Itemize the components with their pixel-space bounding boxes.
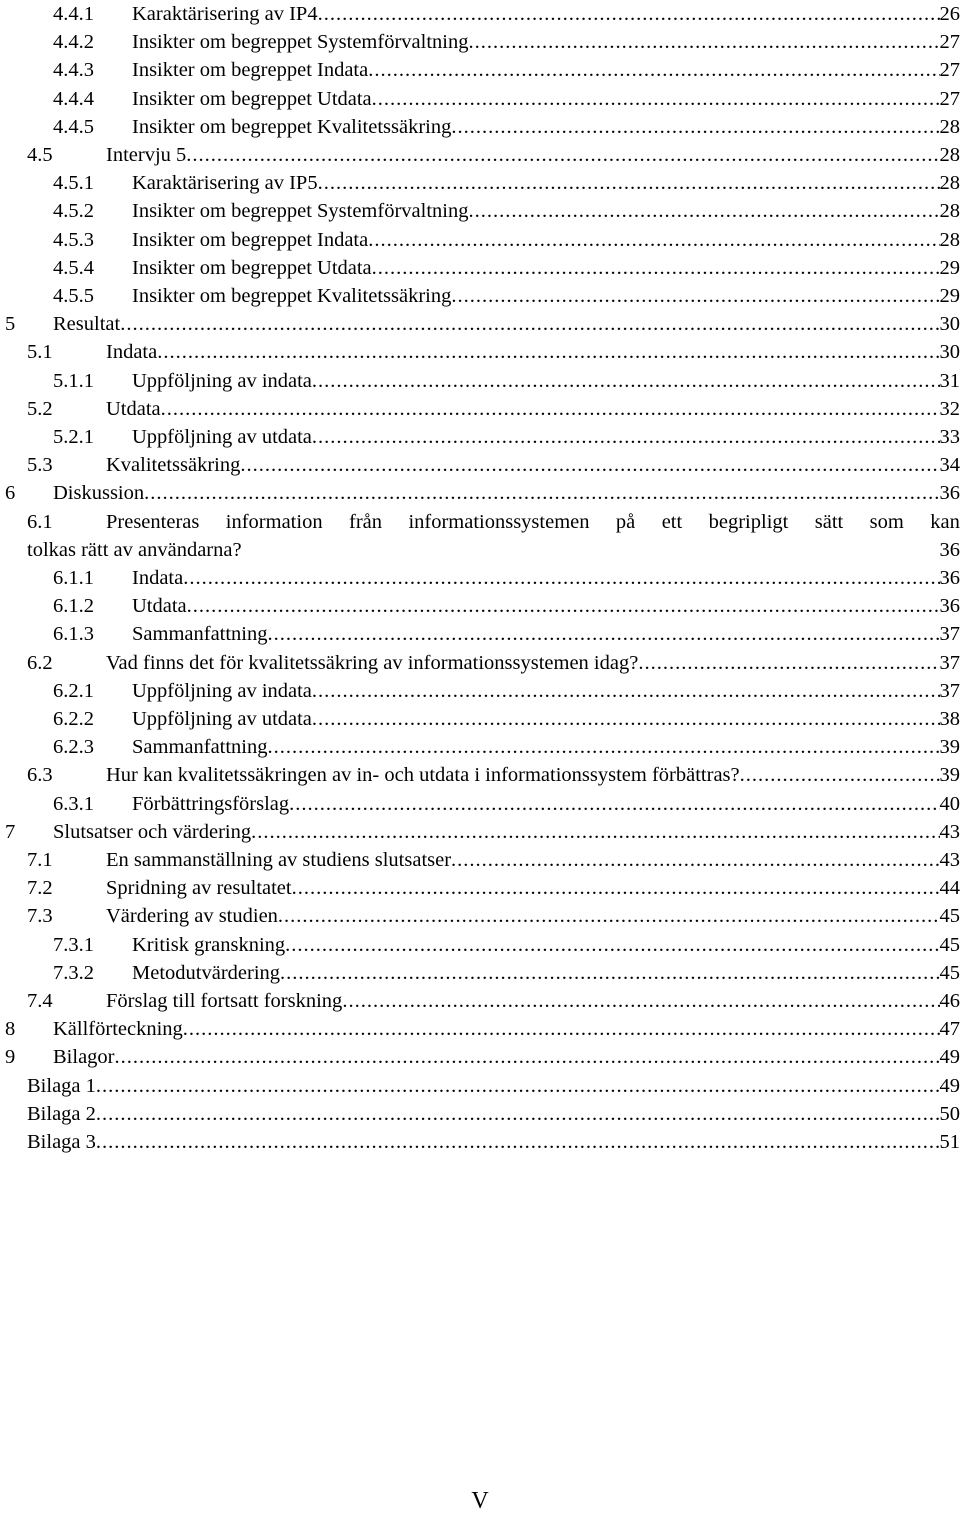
toc-entry-title: Källförteckning bbox=[53, 1015, 183, 1043]
toc-entry-title-word: sätt bbox=[815, 508, 843, 536]
toc-entry-title: Bilaga 1 bbox=[27, 1072, 96, 1100]
toc-entry-page: 39 bbox=[940, 761, 960, 789]
dot-leader bbox=[186, 141, 939, 169]
toc-entry-title: Indata bbox=[132, 564, 183, 592]
toc-entry-page: 47 bbox=[940, 1015, 960, 1043]
toc-entry-number: 4.5 bbox=[27, 141, 53, 169]
toc-entry-title: Insikter om begreppet Kvalitetssäkring bbox=[132, 282, 451, 310]
toc-entry-title: Uppföljning av indata bbox=[132, 677, 312, 705]
toc-entry-title: Karaktärisering av IP4 bbox=[132, 0, 318, 28]
dot-leader bbox=[372, 85, 940, 113]
toc-entry-title: Vad finns det för kvalitetssäkring av informationssystemen idag? bbox=[106, 649, 638, 677]
toc-entry[interactable] bbox=[0, 0, 960, 28]
toc-entry-page: 36 bbox=[940, 564, 960, 592]
toc-entry[interactable] bbox=[0, 931, 960, 959]
toc-entry[interactable] bbox=[0, 85, 960, 113]
toc-entry[interactable] bbox=[0, 28, 960, 56]
toc-entry-title: Kvalitetssäkring bbox=[106, 451, 240, 479]
toc-entry-title: Uppföljning av indata bbox=[132, 367, 312, 395]
toc-entry[interactable] bbox=[0, 254, 960, 282]
toc-entry-page: 33 bbox=[940, 423, 960, 451]
toc-entry-number: 6.1.2 bbox=[53, 592, 94, 620]
toc-entry-page: 45 bbox=[940, 931, 960, 959]
toc-entry-page: 36 bbox=[940, 536, 960, 564]
toc-entry-number: 8 bbox=[5, 1015, 15, 1043]
toc-entry-title: Bilaga 2 bbox=[27, 1100, 96, 1128]
dot-leader bbox=[312, 423, 940, 451]
toc-entry-title-word: på bbox=[616, 508, 635, 536]
toc-entry-title: Insikter om begreppet Indata bbox=[132, 56, 368, 84]
toc-entry-title-word: informationssystemen bbox=[408, 508, 589, 536]
toc-entry-title: Värdering av studien bbox=[106, 902, 278, 930]
toc-entry[interactable] bbox=[0, 1015, 960, 1043]
toc-entry[interactable] bbox=[0, 169, 960, 197]
dot-leader bbox=[318, 0, 940, 28]
toc-entry-number: 4.5.1 bbox=[53, 169, 94, 197]
toc-entry-title-word: kan bbox=[930, 508, 960, 536]
toc-entry-page: 49 bbox=[940, 1043, 960, 1071]
toc-entry-page: 28 bbox=[940, 141, 960, 169]
toc-entry[interactable] bbox=[0, 141, 960, 169]
toc-entry-page: 26 bbox=[940, 0, 960, 28]
toc-entry-number: 7 bbox=[5, 818, 15, 846]
toc-entry-page: 43 bbox=[940, 846, 960, 874]
dot-leader bbox=[251, 818, 939, 846]
toc-entry-title: Bilagor bbox=[53, 1043, 115, 1071]
toc-entry-title: Insikter om begreppet Indata bbox=[132, 226, 368, 254]
toc-entry-title: Intervju 5 bbox=[106, 141, 186, 169]
toc-entry-title: Resultat bbox=[53, 310, 120, 338]
toc-entry[interactable] bbox=[0, 818, 960, 846]
dot-leader bbox=[285, 931, 939, 959]
toc-entry-page: 34 bbox=[940, 451, 960, 479]
toc-entry[interactable] bbox=[0, 1072, 960, 1100]
toc-entry-number: 5.3 bbox=[27, 451, 53, 479]
toc-entry-page: 51 bbox=[940, 1128, 960, 1156]
toc-entry[interactable] bbox=[0, 423, 960, 451]
toc-entry-number: 5.2 bbox=[27, 395, 53, 423]
toc-entry-number: 6.3.1 bbox=[53, 790, 94, 818]
toc-entry-page: 43 bbox=[940, 818, 960, 846]
toc-entry-title: Metodutvärdering bbox=[132, 959, 280, 987]
toc-entry-title: Sammanfattning bbox=[132, 733, 268, 761]
toc-entry-title-word: information bbox=[226, 508, 323, 536]
toc-entry[interactable] bbox=[0, 1043, 960, 1071]
toc-entry[interactable] bbox=[0, 705, 960, 733]
toc-entry-page: 49 bbox=[940, 1072, 960, 1100]
toc-entry-number: 7.1 bbox=[27, 846, 53, 874]
toc-entry[interactable] bbox=[0, 649, 960, 677]
toc-entry-number: 6.3 bbox=[27, 761, 53, 789]
toc-entry-page: 29 bbox=[940, 254, 960, 282]
toc-entry-number: 5 bbox=[5, 310, 15, 338]
dot-leader bbox=[183, 564, 939, 592]
toc-entry-title: Uppföljning av utdata bbox=[132, 423, 312, 451]
toc-entry-title-word: Presenteras bbox=[106, 508, 199, 536]
toc-entry[interactable] bbox=[0, 197, 960, 225]
dot-leader bbox=[312, 705, 940, 733]
dot-leader bbox=[312, 677, 940, 705]
toc-entry-number: 7.3.1 bbox=[53, 931, 94, 959]
toc-entry-title: Förbättringsförslag bbox=[132, 790, 289, 818]
toc-entry-number: 6.2.1 bbox=[53, 677, 94, 705]
dot-leader bbox=[318, 169, 940, 197]
toc-entry-number: 7.2 bbox=[27, 874, 53, 902]
toc-entry-page: 29 bbox=[940, 282, 960, 310]
dot-leader bbox=[451, 282, 939, 310]
toc-entry[interactable] bbox=[0, 310, 960, 338]
toc-entry-number: 5.1 bbox=[27, 338, 53, 366]
toc-entry-page: 37 bbox=[940, 677, 960, 705]
dot-leader bbox=[268, 620, 940, 648]
toc-entry-page: 27 bbox=[940, 85, 960, 113]
toc-entry-page: 50 bbox=[940, 1100, 960, 1128]
dot-leader bbox=[240, 451, 939, 479]
toc-entry-number: 9 bbox=[5, 1043, 15, 1071]
toc-entry[interactable] bbox=[0, 902, 960, 930]
toc-entry[interactable] bbox=[0, 761, 960, 789]
toc-entry[interactable] bbox=[0, 56, 960, 84]
dot-leader bbox=[468, 197, 939, 225]
toc-entry-page: 37 bbox=[940, 620, 960, 648]
toc-entry-page: 27 bbox=[940, 56, 960, 84]
toc-entry[interactable] bbox=[0, 620, 960, 648]
dot-leader bbox=[368, 226, 939, 254]
toc-entry[interactable] bbox=[0, 677, 960, 705]
toc-entry[interactable] bbox=[0, 282, 960, 310]
page-number: V bbox=[0, 1486, 960, 1516]
dot-leader bbox=[451, 846, 939, 874]
dot-leader bbox=[451, 113, 939, 141]
toc-entry-title: Insikter om begreppet Systemförvaltning bbox=[132, 197, 468, 225]
toc-entry-page: 44 bbox=[940, 874, 960, 902]
toc-entry-page: 32 bbox=[940, 395, 960, 423]
toc-entry-title: Insikter om begreppet Utdata bbox=[132, 254, 372, 282]
dot-leader bbox=[468, 28, 939, 56]
toc-entry-number: 6.1 bbox=[27, 508, 53, 536]
dot-leader bbox=[96, 1100, 940, 1128]
toc-entry-title: Slutsatser och värdering bbox=[53, 818, 251, 846]
dot-leader bbox=[96, 1128, 940, 1156]
toc-entry-page: 36 bbox=[940, 479, 960, 507]
toc-entry-number: 4.5.3 bbox=[53, 226, 94, 254]
toc-entry-number: 4.5.5 bbox=[53, 282, 94, 310]
dot-leader bbox=[312, 367, 940, 395]
toc-entry[interactable] bbox=[0, 113, 960, 141]
dot-leader bbox=[368, 56, 939, 84]
dot-leader bbox=[161, 395, 940, 423]
toc-entry-title-word: ett bbox=[662, 508, 683, 536]
toc-entry-title: Hur kan kvalitetssäkringen av in- och utdata i informationssystem förbättras? bbox=[106, 761, 740, 789]
toc-entry-title-word: från bbox=[349, 508, 382, 536]
toc-entry-title: Insikter om begreppet Kvalitetssäkring bbox=[132, 113, 451, 141]
toc-entry-page: 46 bbox=[940, 987, 960, 1015]
toc-entry[interactable] bbox=[0, 508, 960, 564]
toc-entry-page: 28 bbox=[940, 197, 960, 225]
toc-entry-number: 4.4.2 bbox=[53, 28, 94, 56]
toc-entry-title-word: begripligt bbox=[709, 508, 789, 536]
dot-leader bbox=[157, 338, 939, 366]
toc-entry-title: Utdata bbox=[132, 592, 187, 620]
toc-entry-page: 31 bbox=[940, 367, 960, 395]
toc-entry-page: 37 bbox=[940, 649, 960, 677]
toc-entry-page: 30 bbox=[940, 310, 960, 338]
toc-entry[interactable] bbox=[0, 874, 960, 902]
toc-entry[interactable] bbox=[0, 367, 960, 395]
toc-entry[interactable] bbox=[0, 733, 960, 761]
dot-leader bbox=[342, 987, 939, 1015]
toc-entry[interactable] bbox=[0, 564, 960, 592]
dot-leader bbox=[280, 959, 939, 987]
toc-entry-title: Bilaga 3 bbox=[27, 1128, 96, 1156]
toc-entry-page: 40 bbox=[940, 790, 960, 818]
toc-entry-page: 39 bbox=[940, 733, 960, 761]
dot-leader bbox=[120, 310, 939, 338]
dot-leader bbox=[115, 1043, 940, 1071]
toc-entry[interactable] bbox=[0, 451, 960, 479]
toc-entry-number: 4.4.1 bbox=[53, 0, 94, 28]
dot-leader bbox=[96, 1072, 940, 1100]
toc-entry-number: 5.1.1 bbox=[53, 367, 94, 395]
dot-leader bbox=[268, 733, 940, 761]
toc-entry-title: Uppföljning av utdata bbox=[132, 705, 312, 733]
toc-entry[interactable] bbox=[0, 959, 960, 987]
dot-leader bbox=[372, 254, 940, 282]
toc-entry[interactable] bbox=[0, 226, 960, 254]
toc-entry-page: 38 bbox=[940, 705, 960, 733]
toc-entry[interactable] bbox=[0, 846, 960, 874]
toc-entry-title: Indata bbox=[106, 338, 157, 366]
toc-entry-page: 45 bbox=[940, 959, 960, 987]
toc-entry[interactable] bbox=[0, 395, 960, 423]
toc-entry-title: Karaktärisering av IP5 bbox=[132, 169, 318, 197]
dot-leader bbox=[740, 761, 940, 789]
toc-entry-number: 4.4.5 bbox=[53, 113, 94, 141]
toc-entry-number: 4.5.2 bbox=[53, 197, 94, 225]
toc-entry-number: 6 bbox=[5, 479, 15, 507]
toc-entry[interactable] bbox=[0, 790, 960, 818]
toc-entry-number: 7.3.2 bbox=[53, 959, 94, 987]
dot-leader bbox=[144, 479, 939, 507]
dot-leader bbox=[292, 874, 940, 902]
dot-leader bbox=[187, 592, 940, 620]
toc-entry-number: 7.4 bbox=[27, 987, 53, 1015]
toc-entry-title: Förslag till fortsatt forskning bbox=[106, 987, 342, 1015]
toc-entry-title: tolkas rätt av användarna? bbox=[27, 536, 242, 564]
toc-entry-number: 6.1.3 bbox=[53, 620, 94, 648]
toc-entry-title: Kritisk granskning bbox=[132, 931, 285, 959]
toc-entry[interactable] bbox=[0, 592, 960, 620]
toc-entry[interactable] bbox=[0, 1100, 960, 1128]
toc-entry-number: 5.2.1 bbox=[53, 423, 94, 451]
toc-entry-page: 28 bbox=[940, 226, 960, 254]
toc-entry-page: 28 bbox=[940, 113, 960, 141]
toc-entry[interactable] bbox=[0, 479, 960, 507]
toc-entry-title: Spridning av resultatet bbox=[106, 874, 292, 902]
toc-entry-page: 27 bbox=[940, 28, 960, 56]
toc-entry-number: 6.2.3 bbox=[53, 733, 94, 761]
toc-entry-title: Insikter om begreppet Utdata bbox=[132, 85, 372, 113]
toc-entry-title: Diskussion bbox=[53, 479, 144, 507]
toc-entry-title: Utdata bbox=[106, 395, 161, 423]
toc-entry-title: Insikter om begreppet Systemförvaltning bbox=[132, 28, 468, 56]
toc-entry-number: 4.4.3 bbox=[53, 56, 94, 84]
toc-entry[interactable] bbox=[0, 1128, 960, 1156]
toc-entry-title: En sammanställning av studiens slutsatser bbox=[106, 846, 451, 874]
dot-leader bbox=[638, 649, 939, 677]
toc-entry-title: Sammanfattning bbox=[132, 620, 268, 648]
toc-entry-number: 6.2.2 bbox=[53, 705, 94, 733]
toc-entry-page: 45 bbox=[940, 902, 960, 930]
toc-entry-page: 28 bbox=[940, 169, 960, 197]
toc-entry-number: 4.4.4 bbox=[53, 85, 94, 113]
toc-entry-number: 6.2 bbox=[27, 649, 53, 677]
toc-entry-number: 4.5.4 bbox=[53, 254, 94, 282]
dot-leader bbox=[289, 790, 939, 818]
toc-entry[interactable] bbox=[0, 987, 960, 1015]
dot-leader bbox=[183, 1015, 940, 1043]
toc-entry-page: 30 bbox=[940, 338, 960, 366]
toc-entry-page: 36 bbox=[940, 592, 960, 620]
toc-entry-number: 6.1.1 bbox=[53, 564, 94, 592]
toc-entry-number: 7.3 bbox=[27, 902, 53, 930]
toc-entry[interactable] bbox=[0, 338, 960, 366]
toc-entry-title-word: som bbox=[870, 508, 904, 536]
dot-leader bbox=[278, 902, 940, 930]
